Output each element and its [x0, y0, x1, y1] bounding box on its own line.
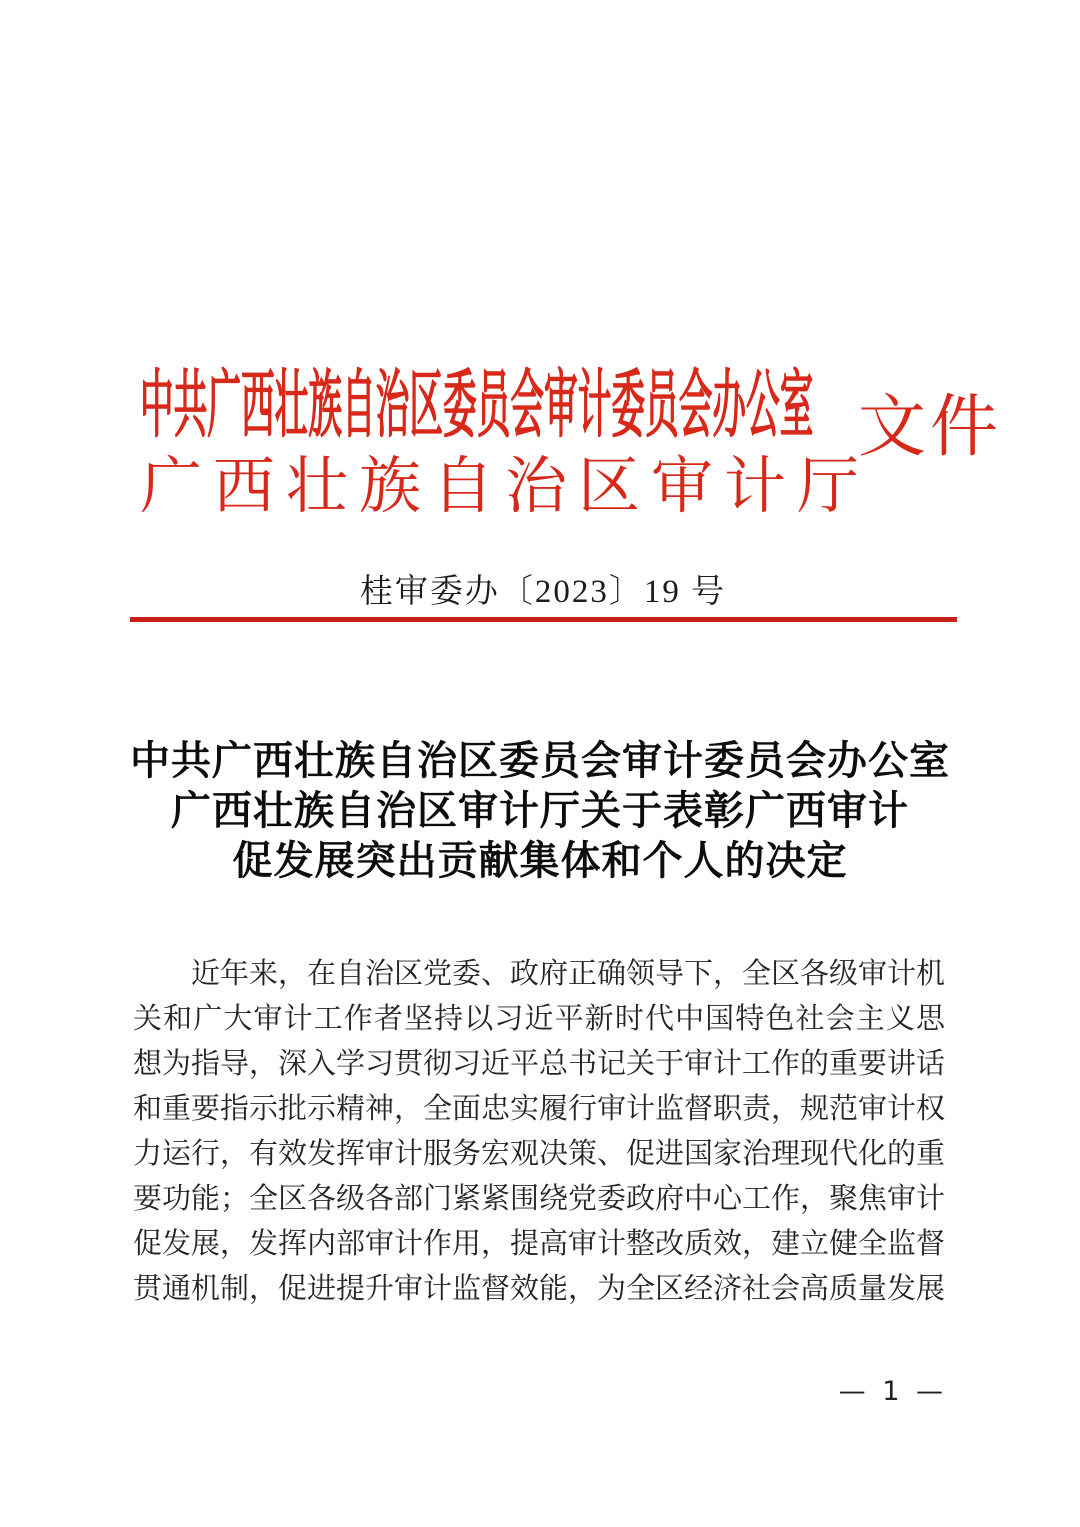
doc-title-line-3: 促发展突出贡献集体和个人的决定 — [232, 838, 848, 883]
body-line-8: 贯通机制，促进提升审计监督效能，为全区经济社会高质量发展 — [133, 1273, 946, 1305]
body-line-4: 和重要指示批示精神，全面忠实履行审计监督职责，规范审计权 — [133, 1093, 946, 1125]
letterhead-org-name-line-2: 广西壮族自治区审计厅 — [140, 453, 871, 521]
doc-title-line-2: 广西壮族自治区审计厅关于表彰广西审计 — [171, 788, 909, 833]
body-line-5: 力运行，有效发挥审计服务宏观决策、促进国家治理现代化的重 — [133, 1138, 946, 1170]
doc-title-line-1: 中共广西壮族自治区委员会审计委员会办公室 — [130, 738, 950, 783]
letterhead-doc-type-label: 文件 — [858, 389, 1003, 465]
doc-number: 桂审委办〔2023〕19 号 — [359, 574, 727, 610]
doc-title — [90, 736, 990, 886]
body-line-2: 关和广大审计工作者坚持以习近平新时代中国特色社会主义思 — [133, 1003, 945, 1035]
page-number: — 1 — — [838, 1376, 947, 1407]
body-line-6: 要功能；全区各级各部门紧紧围绕党委政府中心工作，聚焦审计 — [133, 1183, 946, 1215]
body-line-7: 促发展，发挥内部审计作用，提高审计整改质效，建立健全监督 — [133, 1228, 946, 1260]
red-divider-line — [130, 617, 957, 622]
body-line-1: 近年来，在自治区党委、政府正确领导下，全区各级审计机 — [191, 958, 946, 990]
body-line-3: 想为指导，深入学习贯彻习近平总书记关于审计工作的重要讲话 — [133, 1048, 946, 1080]
body-paragraph — [133, 952, 945, 1312]
letterhead-org-name-line-1: 中共广西壮族自治区委员会审计委员会办公室 — [140, 365, 814, 447]
